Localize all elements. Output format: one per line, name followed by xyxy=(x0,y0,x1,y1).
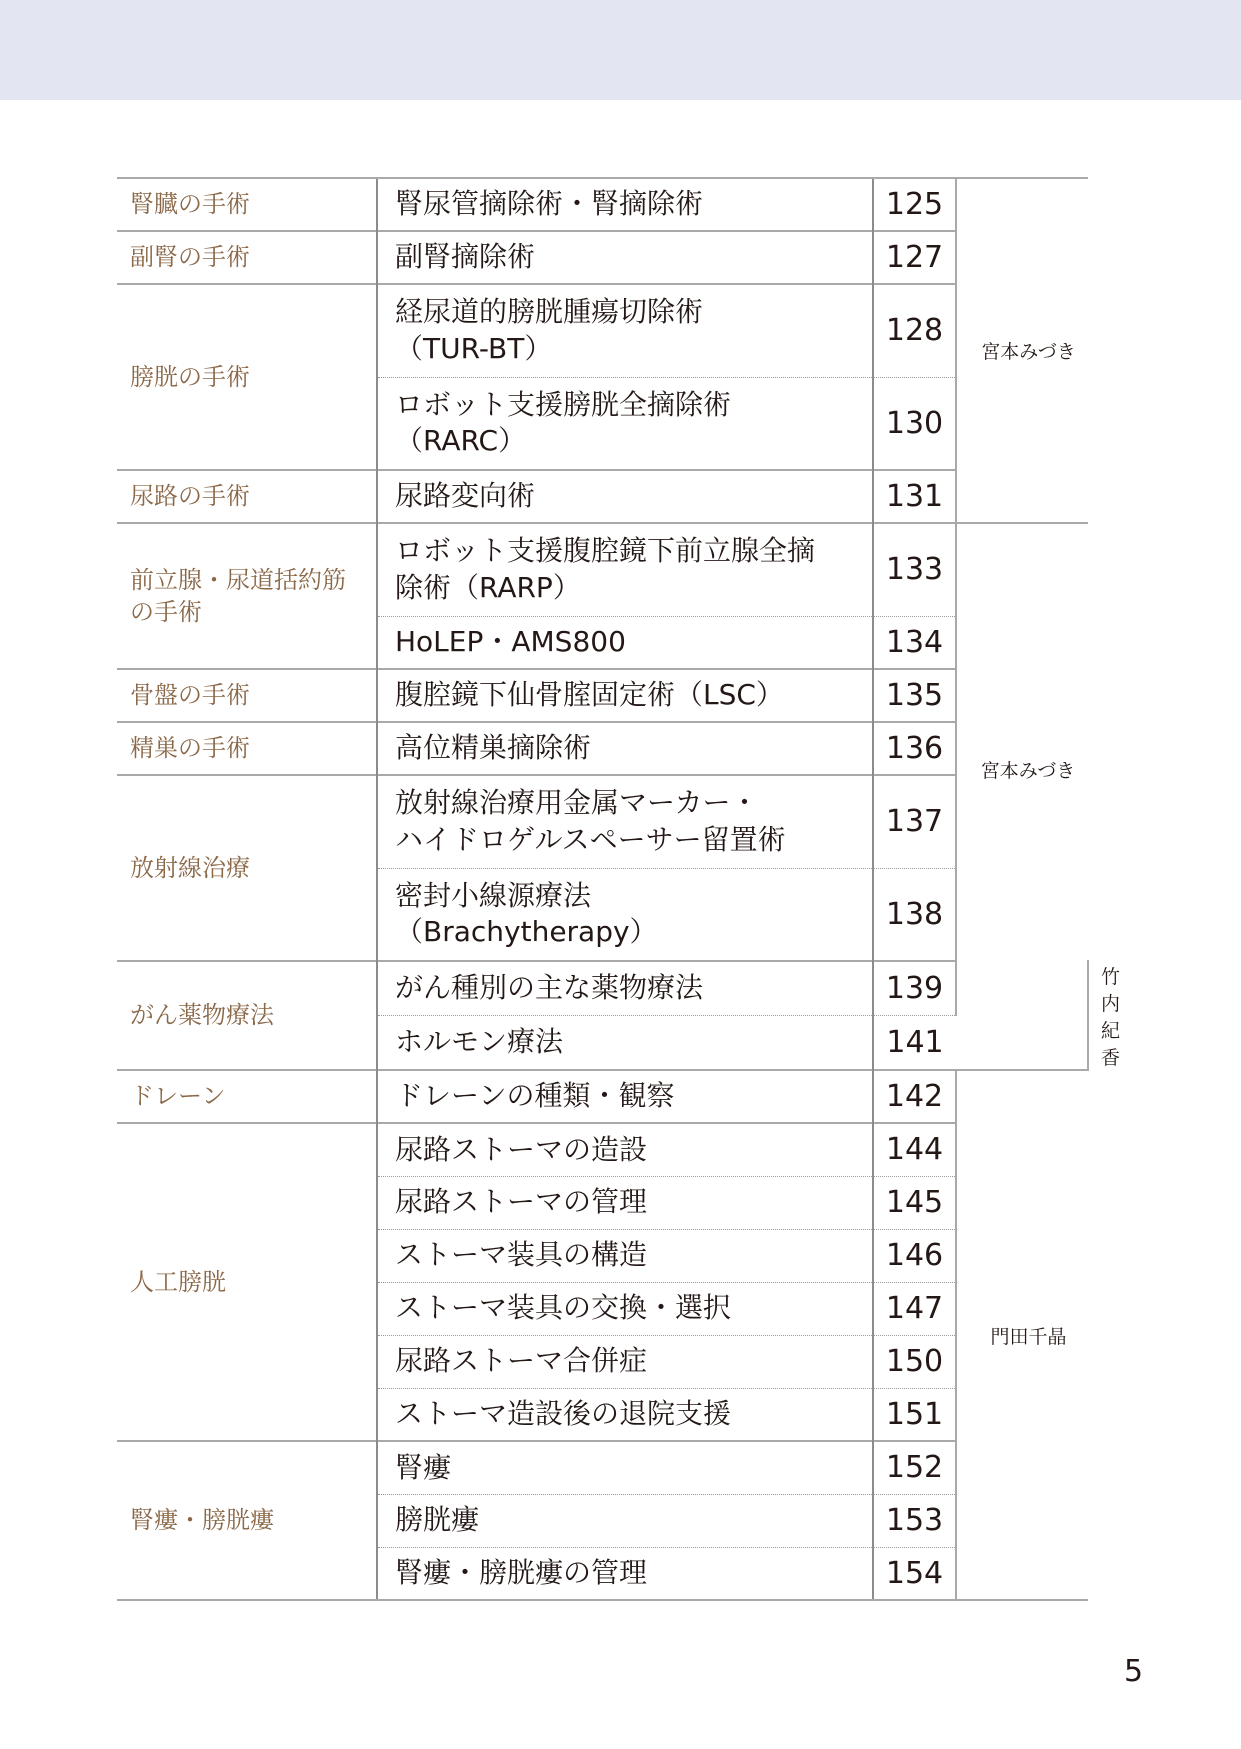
header-band xyxy=(0,0,1241,100)
item-title: ストーマ造設後の退院支援 xyxy=(395,1397,732,1431)
page-number-cell: 153 xyxy=(873,1494,956,1547)
toc-table xyxy=(117,177,1121,1601)
category-label: 尿路の手術 xyxy=(117,470,377,523)
toc-link[interactable] xyxy=(377,1016,873,1071)
item-title: ロボット支援腹腔鏡下前立腺全摘 xyxy=(395,534,816,568)
item-title: 腎瘻・膀胱瘻の管理 xyxy=(395,1556,648,1590)
page-number: 5 xyxy=(1124,1654,1144,1689)
author-name: 宮本みづき xyxy=(956,523,1088,1016)
page-number-cell: 151 xyxy=(873,1388,956,1441)
toc-row xyxy=(117,669,1088,722)
category-label: 膀胱の手術 xyxy=(117,284,377,470)
item-title: ドレーンの種類・観察 xyxy=(395,1079,675,1113)
page-number-cell: 134 xyxy=(873,616,956,669)
toc-row xyxy=(117,1123,1088,1176)
author-name: 門田千晶 xyxy=(956,1070,1088,1600)
page-number-cell: 146 xyxy=(873,1229,956,1282)
toc-link[interactable] xyxy=(377,775,873,868)
page-number-cell: 135 xyxy=(873,669,956,722)
toc-link[interactable] xyxy=(377,1494,873,1547)
page-number-cell: 145 xyxy=(873,1176,956,1229)
category-label: 骨盤の手術 xyxy=(117,669,377,722)
toc-row xyxy=(117,523,1088,616)
category-label: 副腎の手術 xyxy=(117,231,377,284)
item-title: 尿路ストーマの造設 xyxy=(395,1132,648,1166)
toc-link[interactable] xyxy=(377,1070,873,1123)
item-title-line2: 除術（RARP） xyxy=(395,570,581,604)
item-title: ホルモン療法 xyxy=(395,1025,564,1059)
page-number-cell: 131 xyxy=(873,470,956,523)
page-number-cell: 133 xyxy=(873,523,956,616)
page-number-cell: 152 xyxy=(873,1441,956,1494)
item-title: 腹腔鏡下仙骨腟固定術（LSC） xyxy=(395,678,784,712)
category-label: 放射線治療 xyxy=(117,775,377,961)
toc-row xyxy=(117,1070,1088,1123)
toc-row xyxy=(117,231,1088,284)
toc-link[interactable] xyxy=(377,961,873,1016)
item-title: 放射線治療用金属マーカー・ xyxy=(395,786,759,820)
category-label: 腎臓の手術 xyxy=(117,178,377,231)
item-title: 膀胱瘻 xyxy=(395,1503,480,1537)
toc-row xyxy=(117,775,1088,868)
page-number-cell: 141 xyxy=(873,1016,956,1071)
toc-link[interactable] xyxy=(377,669,873,722)
item-title: 副腎摘除術 xyxy=(395,240,536,274)
item-title: 腎瘻 xyxy=(395,1450,452,1484)
toc-link[interactable] xyxy=(377,1388,873,1441)
category-label xyxy=(117,523,377,669)
toc-link[interactable] xyxy=(377,377,873,470)
item-title: 腎尿管摘除術・腎摘除術 xyxy=(395,187,704,221)
item-title: ストーマ装具の交換・選択 xyxy=(395,1291,732,1325)
category-label: がん薬物療法 xyxy=(117,961,377,1070)
page-number-cell: 142 xyxy=(873,1070,956,1123)
page-number-cell: 130 xyxy=(873,377,956,470)
toc-link[interactable] xyxy=(377,616,873,669)
category-label: 腎瘻・膀胱瘻 xyxy=(117,1441,377,1600)
category-label: 精巣の手術 xyxy=(117,722,377,775)
toc-row xyxy=(117,470,1088,523)
item-title: 尿路ストーマ合併症 xyxy=(395,1344,648,1378)
item-title: 尿路変向術 xyxy=(395,479,536,513)
toc-link[interactable] xyxy=(377,1441,873,1494)
toc-link[interactable] xyxy=(377,1176,873,1229)
toc-row xyxy=(117,722,1088,775)
item-title: 経尿道的膀胱腫瘍切除術 xyxy=(395,295,704,329)
toc-link[interactable] xyxy=(377,1282,873,1335)
item-title: ストーマ装具の構造 xyxy=(395,1238,648,1272)
page-number-cell: 154 xyxy=(873,1547,956,1600)
page-number-cell: 138 xyxy=(873,868,956,961)
toc-link[interactable] xyxy=(377,868,873,961)
page-number-cell: 139 xyxy=(873,961,956,1016)
item-title-line2: ハイドロゲルスペーサー留置術 xyxy=(395,822,786,856)
page-number-cell: 137 xyxy=(873,775,956,868)
page-number-cell: 144 xyxy=(873,1123,956,1176)
toc-link[interactable] xyxy=(377,470,873,523)
category-label-line2: の手術 xyxy=(130,598,202,626)
page-number-cell: 150 xyxy=(873,1335,956,1388)
toc-link[interactable] xyxy=(377,1547,873,1600)
category-label: 人工膀胱 xyxy=(117,1123,377,1441)
toc-link[interactable] xyxy=(377,1335,873,1388)
toc-link[interactable] xyxy=(377,722,873,775)
page-number-cell: 128 xyxy=(873,284,956,377)
item-title: ロボット支援膀胱全摘除術 xyxy=(395,387,732,421)
toc-link[interactable] xyxy=(377,284,873,377)
toc-row xyxy=(117,178,1088,231)
page-number-cell: 147 xyxy=(873,1282,956,1335)
toc-link[interactable] xyxy=(377,231,873,284)
toc-row xyxy=(117,284,1088,377)
toc-link[interactable] xyxy=(377,178,873,231)
item-title-line2: （RARC） xyxy=(395,424,527,458)
category-label-line1: 前立腺・尿道括約筋 xyxy=(130,565,346,594)
item-title: 尿路ストーマの管理 xyxy=(395,1185,648,1219)
item-title-line2: （Brachytherapy） xyxy=(395,915,658,949)
page-number-cell: 125 xyxy=(873,178,956,231)
item-title: がん種別の主な薬物療法 xyxy=(395,971,704,1005)
toc-row: がん薬物療法 がん種別の主な薬物療法 139 竹内紀香 xyxy=(117,961,1088,1016)
item-title: 高位精巣摘除術 xyxy=(395,731,592,765)
toc-link[interactable] xyxy=(377,1229,873,1282)
item-title-line2: （TUR-BT） xyxy=(395,331,553,365)
toc-link[interactable] xyxy=(377,1123,873,1176)
item-title: HoLEP・AMS800 xyxy=(395,625,626,659)
category-label: ドレーン xyxy=(117,1070,377,1123)
item-title: 密封小線源療法 xyxy=(395,878,592,912)
page-number-cell: 136 xyxy=(873,722,956,775)
toc-link[interactable] xyxy=(377,523,873,616)
author-name: 宮本みづき xyxy=(956,178,1088,523)
toc-row xyxy=(117,1441,1088,1494)
page-number-cell: 127 xyxy=(873,231,956,284)
